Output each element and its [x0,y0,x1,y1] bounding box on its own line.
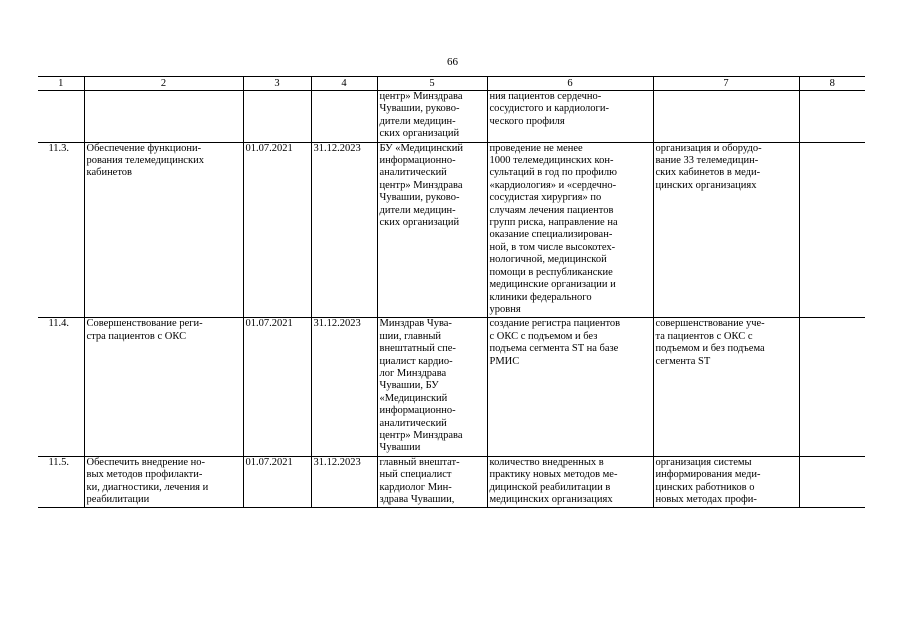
cell-text-line: сосудистая хирургия» по [489,192,602,204]
cell-item-number: 11.3. [38,142,84,318]
cell-note [799,318,865,456]
cell-text-line: ный специалист [379,469,452,481]
cell-text-line: групп риска, направление на [489,217,618,229]
cell-text-line: Чувашии, БУ [379,380,439,392]
cell-indicator [653,318,799,456]
cell-end-date: 31.12.2023 [311,456,377,508]
cell-measure-name [84,456,243,508]
measures-table [38,76,865,508]
cell-text-line: подъема сегмента ST на базе [489,343,619,355]
cell-text-line: БУ «Медицинский [379,142,464,154]
cell-text-line: медицинских организациях [489,494,613,505]
cell-text-line: вание 33 телемедицин- [655,155,759,167]
cell-text-line: проведение не менее [489,142,583,154]
cell-text-line: информационно- [379,155,456,167]
cell-result [487,318,653,456]
cell-text-line: ских организаций [379,217,460,229]
cell-text-line: Обеспечение функциони- [86,142,202,154]
cell-responsible [377,318,487,456]
cell-text-line: организация и оборудо- [655,142,762,154]
column-header: 2 [84,77,243,91]
cell-item-number: 11.4. [38,318,84,456]
cell-text-line: практику новых методов ме- [489,469,618,481]
column-number-row [38,77,865,91]
cell-start-date: 01.07.2021 [243,318,311,456]
cell-text-line: клиники федерального [489,291,592,303]
cell-text-line: ских кабинетов в меди- [655,167,761,179]
cell-text-line: шии, главный [379,330,441,342]
cell-text-line: 1000 телемедицинских кон- [489,155,614,167]
cell-text-line: количество внедренных в [489,456,604,468]
cell-text-line: сосудистого и кардиологи- [489,103,609,115]
cell-text-line: аналитический [379,417,447,429]
cell-text-line: создание регистра пациентов [489,318,621,330]
cell-text-line: дители медицин- [379,115,456,127]
cell-measure-name [84,142,243,318]
cell-responsible [377,91,487,143]
column-header: 7 [653,77,799,91]
cell-text-line: циалист кардио- [379,355,453,367]
cell-text-line: «Медицинский [379,392,448,404]
cell-text-line: подъемом и без подъема [655,343,765,355]
cell-text-line: дицинской реабилитации в [489,481,611,493]
cell-end-date [311,91,377,143]
cell-start-date [243,91,311,143]
cell-start-date: 01.07.2021 [243,456,311,508]
column-header: 4 [311,77,377,91]
cell-measure-name [84,318,243,456]
cell-text-line: Чувашии [379,442,421,454]
cell-end-date: 31.12.2023 [311,318,377,456]
cell-text-line: сультаций в год по профилю [489,167,617,179]
column-header: 1 [38,77,84,91]
table-row [38,318,865,456]
cell-text-line: Совершенствование реги- [86,318,203,330]
cell-text-line: уровня [489,303,521,315]
cell-text-line: ния пациентов сердечно- [489,91,602,102]
cell-text-line: стра пациентов с ОКС [86,330,187,342]
cell-end-date: 31.12.2023 [311,142,377,318]
page-number: 66 [447,56,458,68]
cell-indicator [653,456,799,508]
cell-responsible [377,456,487,508]
cell-responsible [377,142,487,318]
cell-indicator [653,91,799,143]
cell-text-line: дители медицин- [379,204,456,216]
cell-result [487,456,653,508]
cell-text-line: вых методов профилакти- [86,469,203,481]
column-header: 8 [799,77,865,91]
table-row [38,456,865,508]
cell-text-line: организация системы [655,456,752,468]
table-row [38,142,865,318]
cell-text-line: медицинские организации и [489,279,616,291]
cell-text-line: лог Минздрава [379,367,447,379]
cell-item-number [38,91,84,143]
cell-text-line: кабинетов [86,167,133,179]
cell-text-line: рования телемедицинских [86,155,204,167]
cell-text-line: случаям лечения пациентов [489,204,614,216]
cell-text-line: сегмента ST [655,355,711,367]
cell-item-number: 11.5. [38,456,84,508]
cell-text-line: Чувашии, руково- [379,103,460,115]
cell-result [487,91,653,143]
table-row [38,91,865,143]
cell-text-line: цинских организациях [655,179,757,191]
cell-text-line: оказание специализирован- [489,229,613,241]
cell-note [799,142,865,318]
cell-text-line: здрава Чувашии, [379,494,455,505]
column-header: 6 [487,77,653,91]
cell-text-line: ских организаций [379,128,460,140]
column-header: 3 [243,77,311,91]
cell-text-line: главный внештат- [379,456,460,468]
cell-text-line: та пациентов с ОКС с [655,330,753,342]
cell-text-line: «кардиология» и «сердечно- [489,179,617,191]
cell-note [799,456,865,508]
cell-text-line: информационно- [379,405,456,417]
cell-text-line: центр» Минздрава [379,179,463,191]
cell-text-line: с ОКС с подъемом и без [489,330,598,342]
cell-result [487,142,653,318]
cell-text-line: цинских работников о [655,481,755,493]
cell-text-line: внештатный спе- [379,343,456,355]
column-header: 5 [377,77,487,91]
cell-text-line: совершенствование уче- [655,318,765,330]
cell-text-line: ки, диагностики, лечения и [86,481,209,493]
cell-text-line: аналитический [379,167,447,179]
cell-indicator [653,142,799,318]
table-body [38,91,865,508]
cell-text-line: центр» Минздрава [379,91,463,102]
cell-text-line: помощи в республиканские [489,266,613,278]
cell-text-line: Минздрав Чува- [379,318,452,330]
cell-text-line: нологичной, медицинской [489,254,607,266]
cell-text-line: кардиолог Мин- [379,481,452,493]
cell-measure-name [84,91,243,143]
cell-text-line: РМИС [489,355,520,367]
cell-text-line: Чувашии, руково- [379,192,460,204]
cell-text-line: центр» Минздрава [379,429,463,441]
cell-text-line: реабилитации [86,494,150,505]
cell-text-line: Обеспечить внедрение но- [86,456,206,468]
cell-text-line: новых методах профи- [655,494,757,505]
cell-text-line: информирования меди- [655,469,761,481]
cell-text-line: ной, в том числе высокотех- [489,241,616,253]
cell-start-date: 01.07.2021 [243,142,311,318]
cell-note [799,91,865,143]
cell-text-line: ческого профиля [489,115,565,127]
